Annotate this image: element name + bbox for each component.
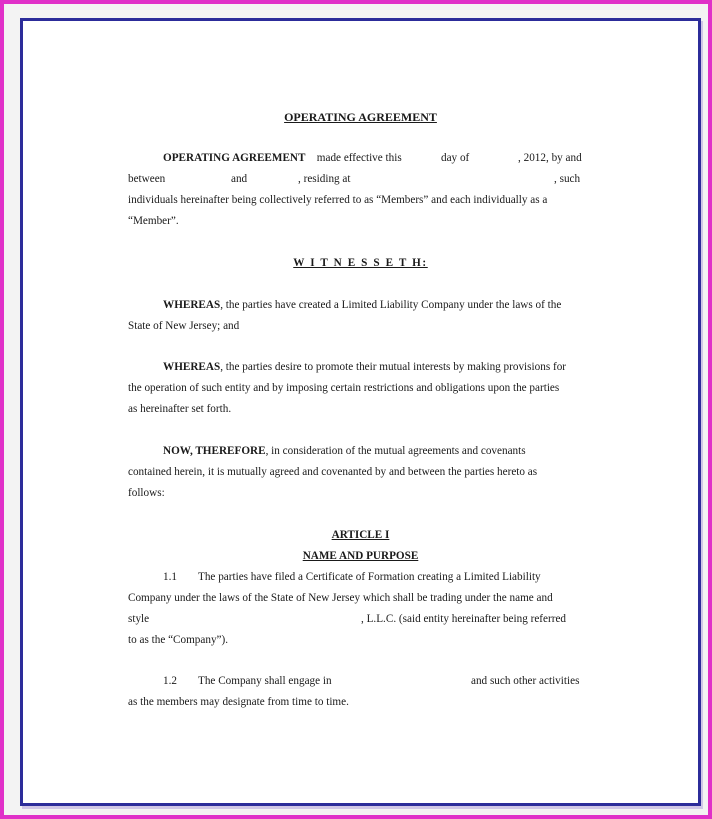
whereas2-line-3: as hereinafter set forth. (128, 403, 232, 415)
therefore-line-3: follows: (128, 487, 165, 499)
section-1-1-llc: , L.L.C. (said entity hereinafter being referred (361, 613, 567, 625)
document-title: OPERATING AGREEMENT (284, 110, 437, 124)
document-body (23, 21, 698, 803)
intro-year: , 2012, by and (518, 152, 582, 164)
section-1-1-number: 1.1 (163, 571, 177, 583)
document-page (20, 18, 701, 806)
whereas2-lead: WHEREAS (163, 361, 221, 373)
section-1-2-line-1 (128, 674, 588, 744)
witnesseth-heading: W I T N E S S E T H: (293, 257, 428, 269)
intro-day-of: day of (441, 152, 470, 164)
section-1-2-line-2: as the members may designate from time to time. (128, 696, 349, 708)
whereas2-text: , the parties desire to promote their mutual interests by making provisions for (220, 361, 567, 373)
article-subheading: NAME AND PURPOSE (302, 550, 419, 562)
intro-and: and (231, 173, 248, 185)
intro-lead: OPERATING AGREEMENT (163, 152, 306, 164)
whereas1-line-2: State of New Jersey; and (128, 320, 240, 332)
therefore-text: , in consideration of the mutual agreements and covenants (265, 445, 526, 457)
section-1-2-text-a: The Company shall engage in (198, 675, 332, 687)
intro-such: , such (554, 173, 581, 185)
whereas2-line-2: the operation of such entity and by imposing certain restrictions and obligations upon the parties (128, 382, 560, 394)
section-1-2-number: 1.2 (163, 675, 177, 687)
intro-effective: made effective this (314, 152, 402, 164)
intro-residing: , residing at (298, 173, 351, 185)
section-1-1-line-2: Company under the laws of the State of New Jersey which shall be trading under the name and (128, 592, 553, 604)
intro-between: between (128, 173, 166, 185)
therefore-line-2: contained herein, it is mutually agreed and covenanted by and between the parties hereto as (128, 466, 538, 478)
whereas1-text: , the parties have created a Limited Liability Company under the laws of the (220, 299, 562, 311)
section-1-1-text: The parties have filed a Certificate of Formation creating a Limited Liability (198, 571, 541, 583)
section-1-2-text-b: and such other activities (471, 675, 580, 687)
article-heading: ARTICLE I (331, 529, 390, 541)
section-1-1-line-4: to as the “Company”). (128, 634, 229, 646)
intro-line-4: “Member”. (128, 215, 179, 227)
section-1-1-style: style (128, 613, 150, 625)
whereas1-lead: WHEREAS (163, 299, 221, 311)
therefore-lead: NOW, THEREFORE (163, 445, 266, 457)
intro-line-3: individuals hereinafter being collectively referred to as “Members” and each individually as a (128, 194, 548, 206)
